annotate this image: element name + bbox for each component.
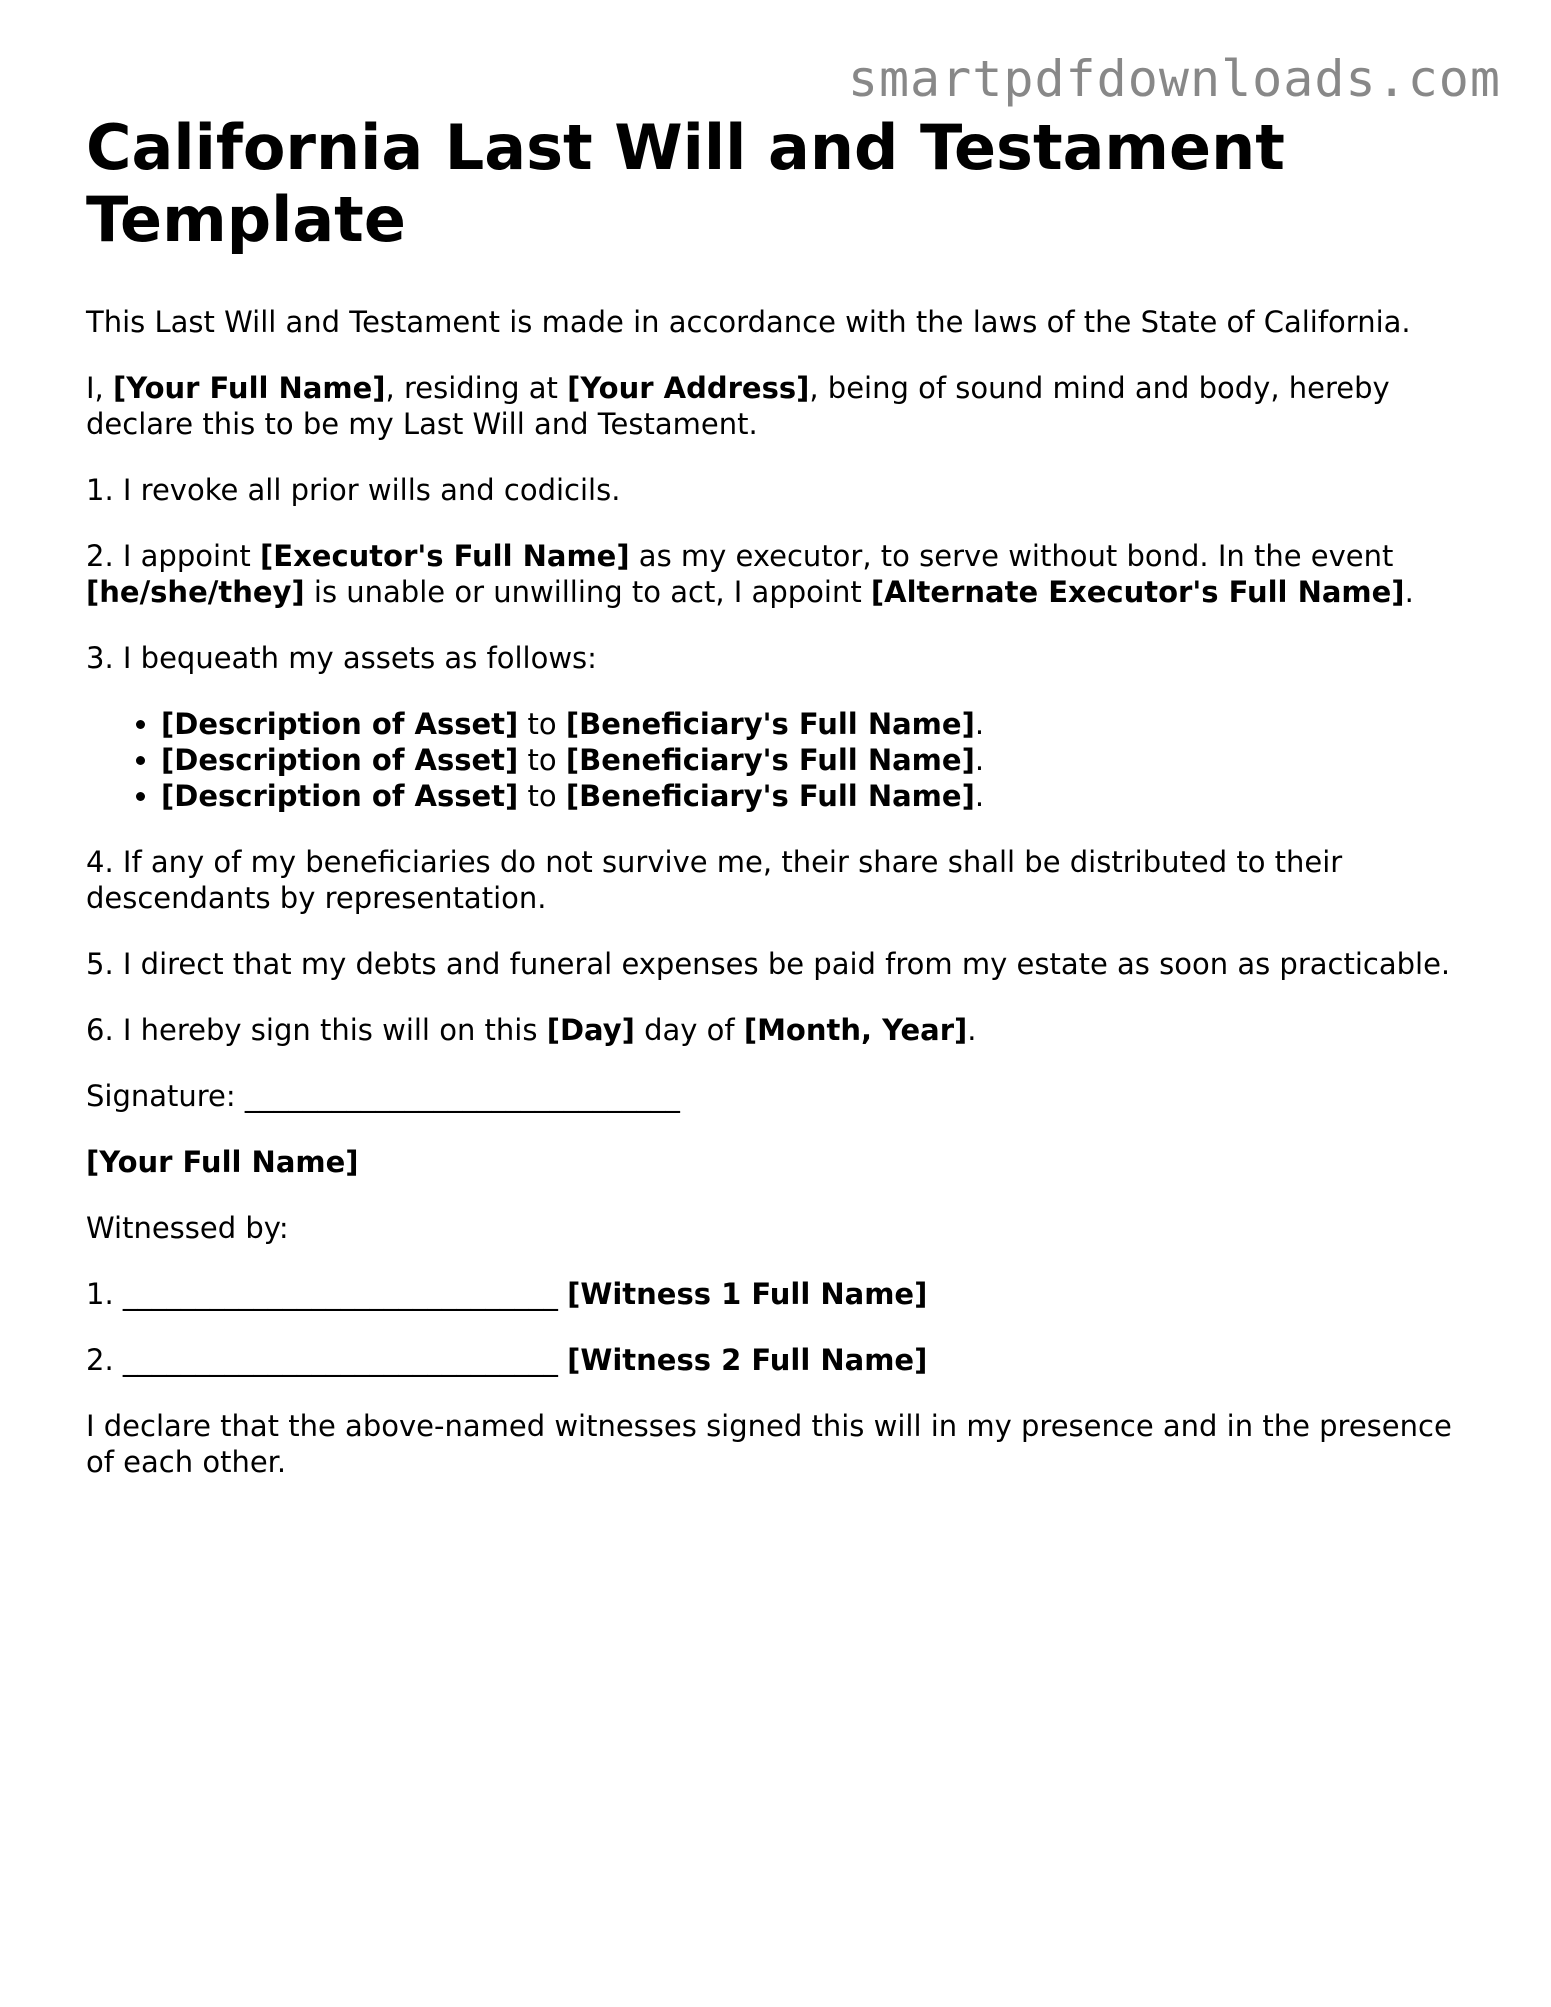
- watermark: smartpdfdownloads.com: [847, 50, 1501, 108]
- list-item: [161, 706, 1466, 742]
- clause-4: 4. If any of my beneficiaries do not survive me, their share shall be distributed to their descendants by representation.: [86, 845, 1343, 915]
- closing-paragraph: I declare that the above-named witnesses signed this will in my presence and in the presence of each other.: [86, 1409, 1452, 1479]
- clause-2-text-d: .: [1404, 575, 1414, 609]
- list-item: [161, 742, 1466, 778]
- signature-line: [86, 1078, 1466, 1114]
- beneficiary-placeholder: [Beneficiary's Full Name]: [565, 707, 975, 741]
- clause-2-text-a: 2. I appoint: [86, 539, 261, 573]
- bequest-end: .: [974, 707, 985, 741]
- pronoun-placeholder: [he/she/they]: [86, 575, 305, 609]
- witnessed-by-label: Witnessed by:: [86, 1211, 289, 1245]
- declaration-mid: , residing at: [385, 371, 568, 405]
- page-title: California Last Will and Testament Template: [86, 111, 1285, 256]
- day-placeholder: [Day]: [546, 1013, 635, 1047]
- asset-placeholder: [Description of Asset]: [161, 743, 519, 777]
- clause-1: 1. I revoke all prior wills and codicils.: [86, 473, 621, 507]
- witness-2-line: [86, 1342, 1466, 1378]
- declaration-paragraph: [86, 370, 1466, 442]
- clause-5: 5. I direct that my debts and funeral expenses be paid from my estate as soon as practicable.: [86, 947, 1451, 981]
- bequest-to: to: [518, 743, 566, 777]
- bequest-to: to: [518, 779, 566, 813]
- witness-2-name-placeholder: [Witness 2 Full Name]: [567, 1343, 928, 1377]
- witness-2-number: 2.: [86, 1343, 123, 1377]
- clause-2-text-b: as my executor, to serve without bond. In the event: [629, 539, 1394, 573]
- signature-label: Signature:: [86, 1079, 245, 1113]
- clause-6-text-a: 6. I hereby sign this will on this: [86, 1013, 547, 1047]
- witness-1-name-placeholder: [Witness 1 Full Name]: [567, 1277, 928, 1311]
- clause-6-text-c: .: [967, 1013, 977, 1047]
- witness-2-blank: ______________________________: [122, 1343, 558, 1377]
- witness-1-blank: ______________________________: [122, 1277, 558, 1311]
- your-name-placeholder: [Your Full Name]: [113, 371, 386, 405]
- document-page: [86, 112, 1466, 1510]
- signer-name-placeholder: [Your Full Name]: [86, 1145, 359, 1179]
- signer-name: [86, 1144, 1466, 1180]
- asset-placeholder: [Description of Asset]: [161, 707, 519, 741]
- bequest-end: .: [974, 743, 985, 777]
- alternate-executor-placeholder: [Alternate Executor's Full Name]: [870, 575, 1405, 609]
- list-item: [161, 778, 1466, 814]
- witness-1-number: 1.: [86, 1277, 123, 1311]
- bequest-to: to: [518, 707, 566, 741]
- clause-2-text-c: is unable or unwilling to act, I appoint: [304, 575, 871, 609]
- bequest-end: .: [974, 779, 985, 813]
- bequest-list: [86, 706, 1466, 814]
- declaration-suffix: , being of sound mind and body, hereby declare this to be my Last Will and Testament.: [86, 371, 1390, 441]
- clause-6-text-b: day of: [634, 1013, 744, 1047]
- declaration-prefix: I,: [86, 371, 113, 405]
- beneficiary-placeholder: [Beneficiary's Full Name]: [565, 779, 975, 813]
- intro-paragraph: This Last Will and Testament is made in accordance with the laws of the State of California.: [86, 305, 1411, 339]
- witness-1-line: [86, 1276, 1466, 1312]
- signature-blank: ______________________________: [244, 1079, 680, 1113]
- clause-3: 3. I bequeath my assets as follows:: [86, 641, 597, 675]
- month-year-placeholder: [Month, Year]: [743, 1013, 968, 1047]
- clause-2: [86, 538, 1466, 610]
- clause-6: [86, 1012, 1466, 1048]
- beneficiary-placeholder: [Beneficiary's Full Name]: [565, 743, 975, 777]
- address-placeholder: [Your Address]: [567, 371, 810, 405]
- asset-placeholder: [Description of Asset]: [161, 779, 519, 813]
- executor-placeholder: [Executor's Full Name]: [260, 539, 630, 573]
